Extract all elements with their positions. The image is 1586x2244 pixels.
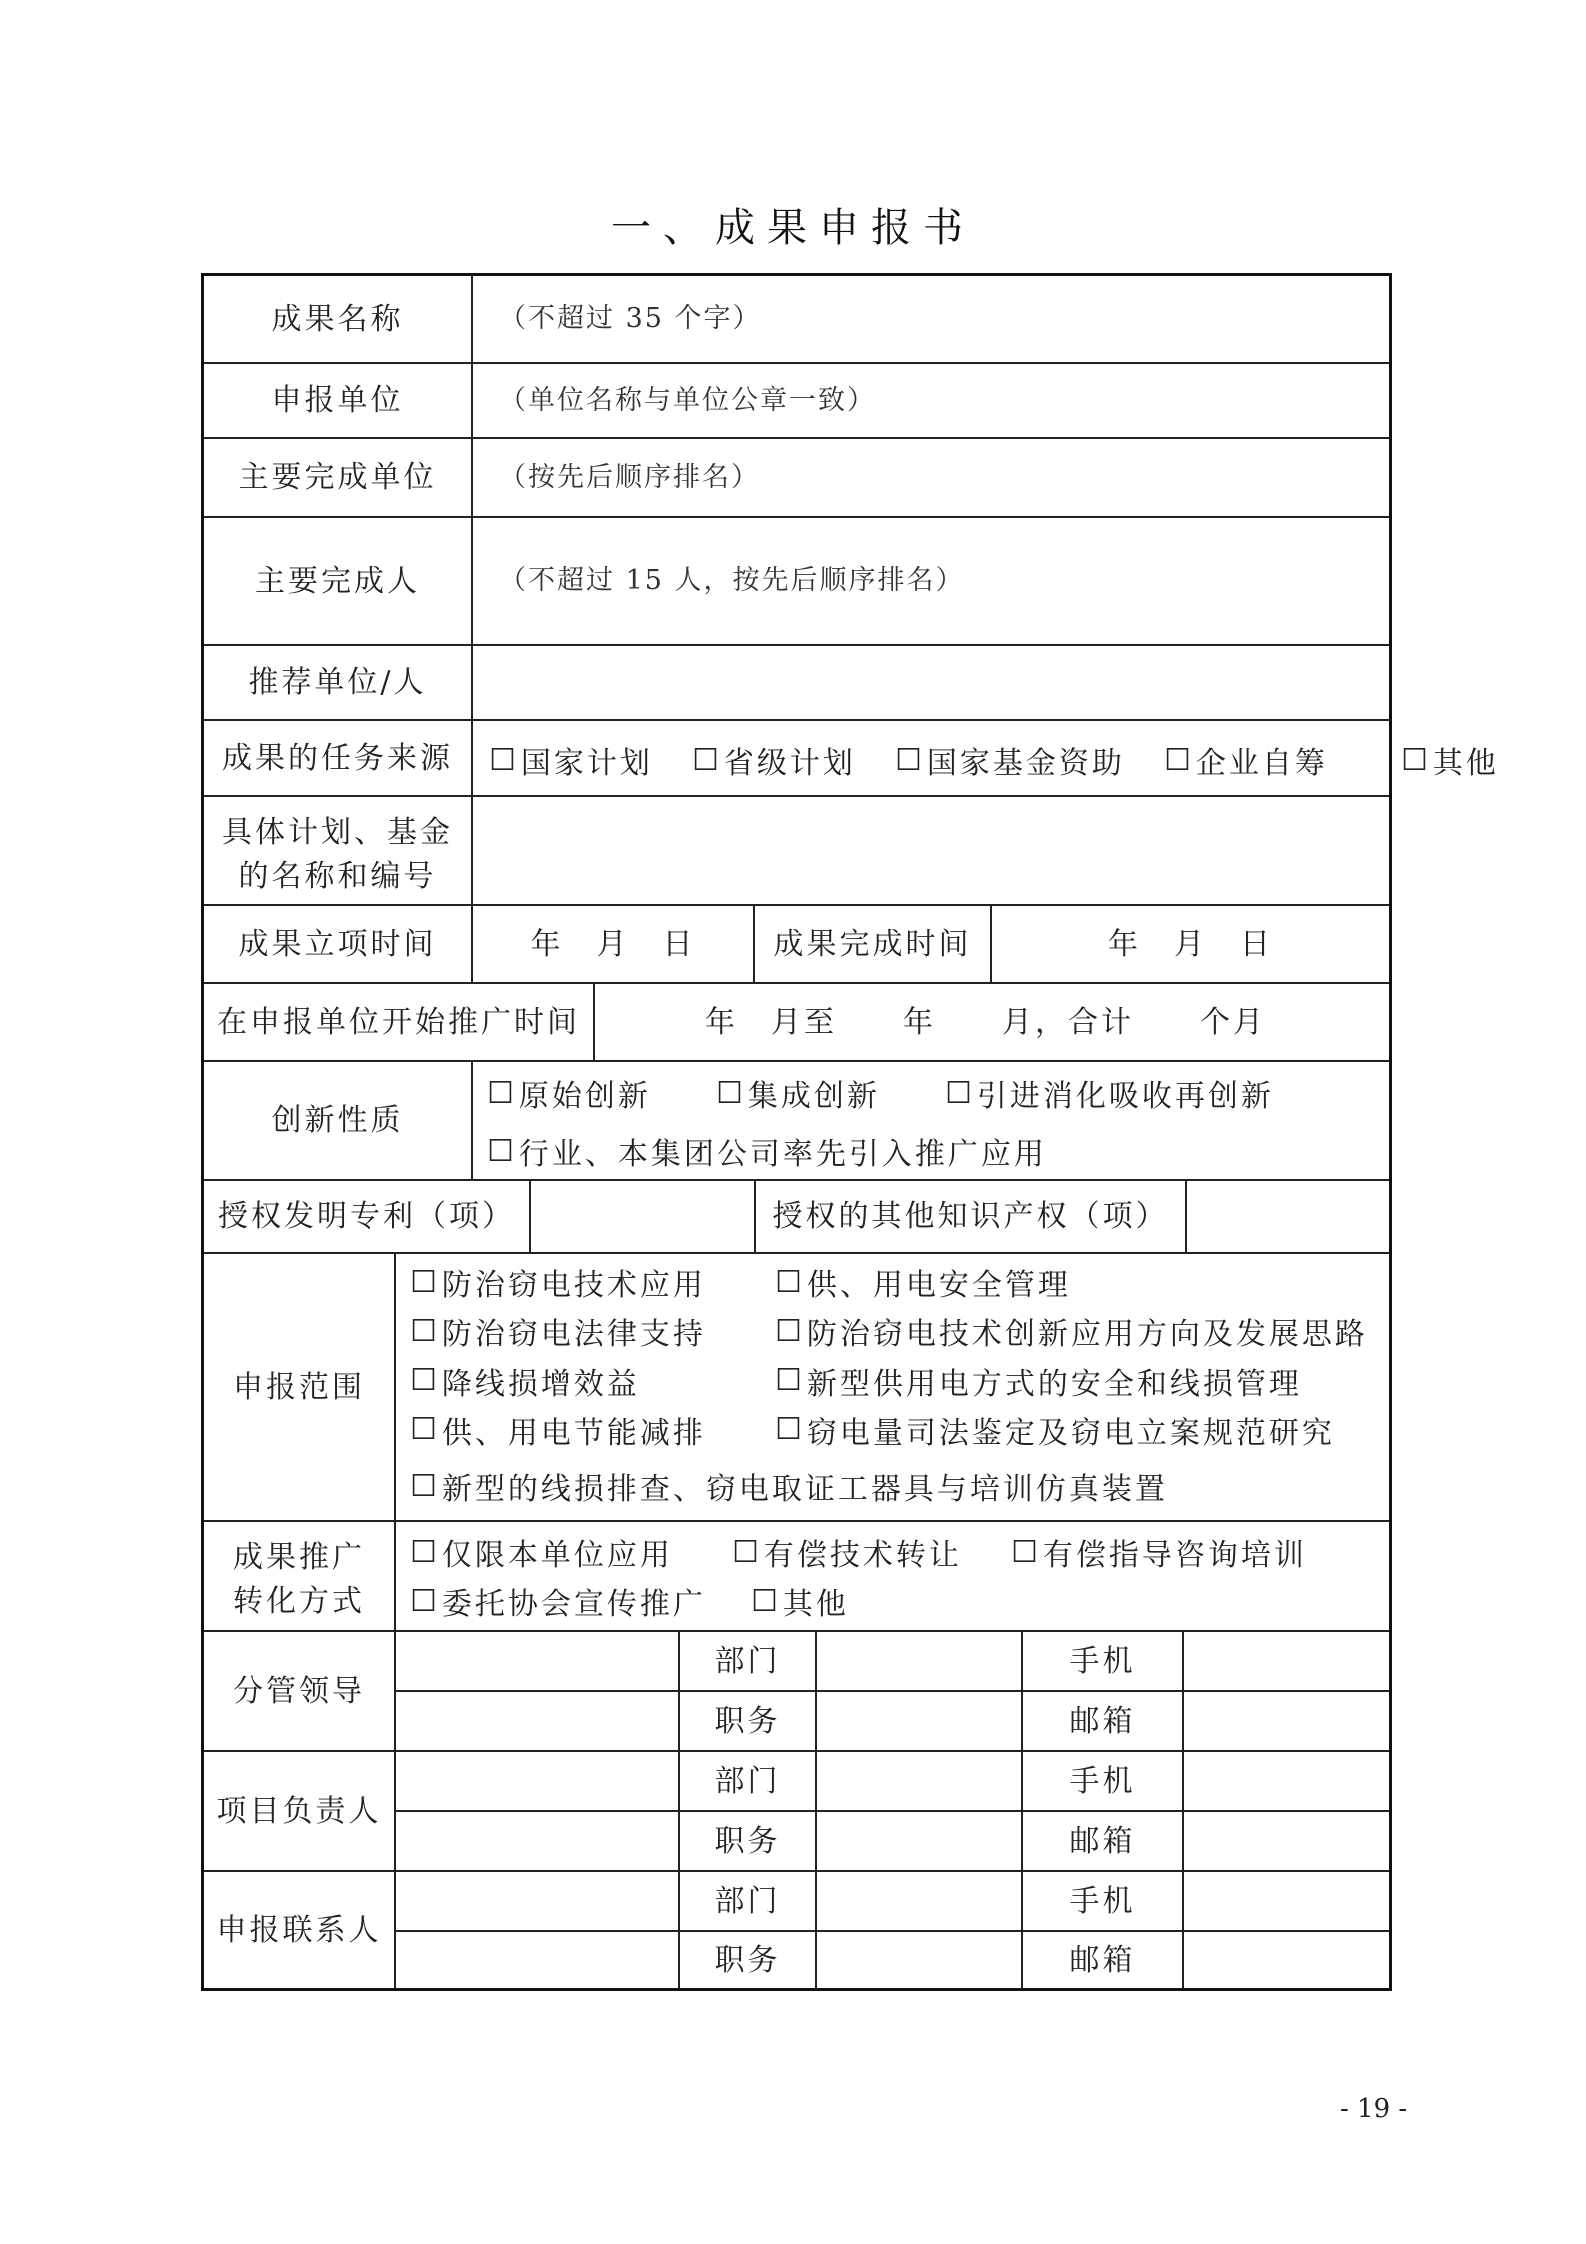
contact-person-label: 分管领导 (233, 1673, 365, 1709)
task-source-option[interactable]: ☐ 国家计划 (489, 738, 653, 782)
post-field[interactable] (817, 1692, 1021, 1750)
dept-label: 部门 (714, 1763, 781, 1799)
applicant-unit-label: 申报单位 (271, 383, 404, 418)
transfer-options-line2 (410, 1579, 849, 1623)
project-start-date-field[interactable]: 年 月 日 (530, 926, 696, 962)
innovation-option[interactable]: ☐ 集成创新 (716, 1071, 880, 1115)
transfer-option[interactable]: ☐ 有偿指导咨询培训 (1011, 1530, 1307, 1574)
application-form (201, 273, 1499, 1991)
phone-label: 手机 (1069, 1763, 1136, 1799)
scope-option[interactable]: ☐ 防治窃电技术应用 (410, 1260, 706, 1304)
email-label: 邮箱 (1069, 1823, 1136, 1859)
phone-label: 手机 (1069, 1883, 1136, 1919)
contact-person-label: 申报联系人 (216, 1912, 382, 1948)
innovation-option[interactable]: ☐ 原始创新 (487, 1071, 651, 1115)
scope-option[interactable]: ☐ 供、用电节能减排 (410, 1408, 706, 1452)
page-number: - 19 - (1340, 2094, 1408, 2124)
other-ip-count-field[interactable] (1187, 1181, 1389, 1252)
main-unit-field[interactable]: （按先后顺序排名） (499, 461, 760, 493)
patent-count-field[interactable] (531, 1181, 754, 1252)
dept-field[interactable] (817, 1872, 1021, 1930)
phone-label: 手机 (1069, 1643, 1136, 1679)
achievement-name-label: 成果名称 (271, 301, 404, 337)
dept-label: 部门 (714, 1883, 781, 1919)
recommender-field[interactable] (473, 646, 1389, 719)
plan-fund-label-line1: 具体计划、基金 (222, 814, 453, 850)
recommender-label: 推荐单位/人 (248, 665, 427, 700)
transfer-option[interactable]: ☐ 委托协会宣传推广 (410, 1579, 706, 1623)
other-ip-count-label: 授权的其他知识产权（项） (772, 1199, 1169, 1234)
innovation-options-line1 (487, 1071, 1274, 1115)
scope-options-last (410, 1464, 1168, 1508)
contact-name-field[interactable] (396, 1872, 678, 1988)
phone-field[interactable] (1184, 1752, 1389, 1810)
task-source-option[interactable]: ☐ 省级计划 (692, 738, 856, 782)
scope-options-right (775, 1260, 1368, 1452)
main-person-field[interactable]: （不超过 15 人，按先后顺序排名） (499, 565, 965, 597)
project-end-date-field[interactable]: 年 月 日 (1108, 926, 1273, 962)
contact-name-field[interactable] (396, 1632, 678, 1750)
transfer-options-line1 (410, 1530, 1307, 1574)
plan-fund-label-line2: 的名称和编号 (238, 858, 437, 894)
task-source-option[interactable]: ☐ 其他 (1401, 738, 1499, 782)
dept-field[interactable] (817, 1752, 1021, 1810)
email-field[interactable] (1184, 1692, 1389, 1750)
promotion-time-label: 在申报单位开始推广时间 (217, 1004, 580, 1040)
post-label: 职务 (714, 1823, 781, 1859)
transfer-method-label (204, 1522, 394, 1630)
post-field[interactable] (817, 1812, 1021, 1870)
task-source-options (489, 738, 1499, 782)
contact-name-field[interactable] (396, 1752, 678, 1870)
dept-label: 部门 (714, 1643, 781, 1679)
transfer-option[interactable]: ☐ 有偿技术转让 (732, 1530, 962, 1574)
transfer-option[interactable]: ☐ 其他 (751, 1579, 849, 1623)
email-field[interactable] (1184, 1932, 1389, 1988)
scope-options-left (410, 1260, 706, 1452)
email-field[interactable] (1184, 1812, 1389, 1870)
transfer-method-label-line2: 转化方式 (233, 1584, 365, 1619)
applicant-unit-field[interactable]: （单位名称与单位公章一致） (499, 384, 876, 416)
email-label: 邮箱 (1069, 1703, 1136, 1739)
promotion-time-field[interactable]: 年 月至 年 月，合计 个月 (705, 1004, 1266, 1040)
main-unit-label: 主要完成单位 (238, 460, 437, 495)
innovation-option[interactable]: ☐ 引进消化吸收再创新 (945, 1071, 1274, 1115)
phone-field[interactable] (1184, 1872, 1389, 1930)
contact-person-label: 项目负责人 (216, 1793, 382, 1829)
main-person-label: 主要完成人 (255, 563, 420, 599)
email-label: 邮箱 (1069, 1942, 1136, 1978)
scope-option[interactable]: ☐ 新型的线损排查、窃电取证工器具与培训仿真装置 (410, 1464, 1168, 1508)
post-label: 职务 (714, 1703, 781, 1739)
transfer-method-label-line1: 成果推广 (233, 1540, 365, 1575)
patent-count-label: 授权发明专利（项） (218, 1199, 515, 1234)
dept-field[interactable] (817, 1632, 1021, 1690)
project-start-label: 成果立项时间 (238, 926, 437, 962)
scope-option[interactable]: ☐ 降线损增效益 (410, 1359, 706, 1403)
page-title: 一、成果申报书 (611, 205, 975, 251)
scope-option[interactable]: ☐ 防治窃电法律支持 (410, 1309, 706, 1353)
transfer-option[interactable]: ☐ 仅限本单位应用 (410, 1530, 673, 1574)
plan-fund-label (204, 797, 471, 904)
phone-field[interactable] (1184, 1632, 1389, 1690)
post-label: 职务 (714, 1942, 781, 1978)
scope-option[interactable]: ☐ 新型供用电方式的安全和线损管理 (775, 1359, 1368, 1403)
project-end-label: 成果完成时间 (773, 926, 972, 962)
achievement-name-field[interactable]: （不超过 35 个字） (499, 303, 762, 335)
innovation-option[interactable]: ☐ 行业、本集团公司率先引入推广应用 (487, 1129, 1047, 1173)
task-source-option[interactable]: ☐ 企业自筹 (1164, 738, 1328, 782)
scope-option[interactable]: ☐ 窃电量司法鉴定及窃电立案规范研究 (775, 1408, 1368, 1452)
scope-label: 申报范围 (233, 1369, 365, 1405)
innovation-options-line2 (487, 1129, 1047, 1173)
task-source-label: 成果的任务来源 (222, 740, 453, 776)
task-source-option[interactable]: ☐ 国家基金资助 (895, 738, 1125, 782)
scope-option[interactable]: ☐ 供、用电安全管理 (775, 1260, 1368, 1304)
innovation-type-label: 创新性质 (271, 1103, 404, 1138)
post-field[interactable] (817, 1932, 1021, 1988)
scope-option[interactable]: ☐ 防治窃电技术创新应用方向及发展思路 (775, 1309, 1368, 1353)
plan-fund-field[interactable] (473, 797, 1389, 904)
